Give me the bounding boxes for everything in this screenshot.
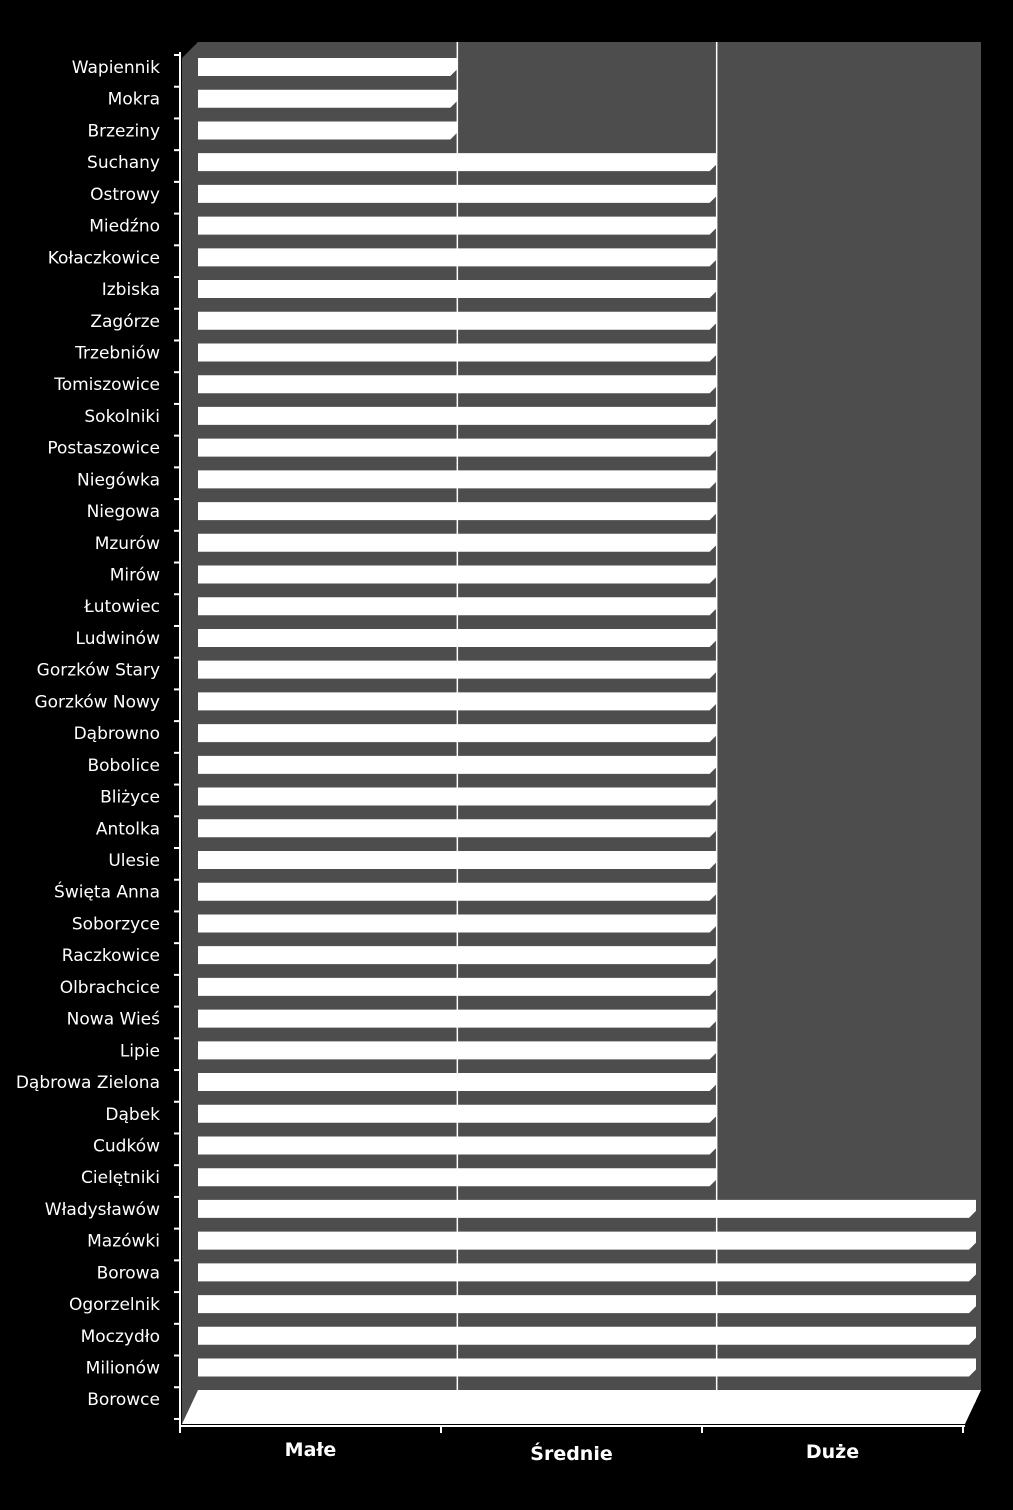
category-label: Antolka xyxy=(95,819,160,840)
bar-13 xyxy=(198,470,717,488)
category-label: Ludwinów xyxy=(75,628,160,649)
category-label: Mirów xyxy=(109,565,160,586)
bar-6 xyxy=(198,248,717,266)
category-labels xyxy=(16,58,160,1410)
category-label: Cudków xyxy=(93,1136,160,1157)
bar-7 xyxy=(198,280,717,298)
bar-23 xyxy=(198,788,717,806)
bar-41 xyxy=(198,1359,976,1377)
category-label: Tomiszowice xyxy=(54,375,160,396)
category-label: Ostrowy xyxy=(90,184,160,205)
bar-21 xyxy=(198,724,717,742)
category-label: Mzurów xyxy=(94,533,160,554)
category-label: Dąbek xyxy=(105,1104,160,1125)
category-label: Niegówka xyxy=(77,470,160,491)
bar-32 xyxy=(198,1073,717,1091)
bar-16 xyxy=(198,566,717,584)
category-label: Ogorzelnik xyxy=(68,1295,160,1316)
category-label: Suchany xyxy=(87,153,160,174)
bar-9 xyxy=(198,343,717,361)
x-ticks xyxy=(180,1426,963,1433)
category-label: Brzeziny xyxy=(87,121,160,142)
bar-0 xyxy=(198,58,457,76)
category-label: Moczydło xyxy=(80,1326,160,1347)
category-label: Wapiennik xyxy=(71,58,160,78)
bar-18 xyxy=(198,629,717,647)
category-label: Dąbrowa Zielona xyxy=(15,1073,160,1094)
category-label: Łutowiec xyxy=(84,597,160,618)
category-label: Sokolniki xyxy=(84,406,160,427)
bar-14 xyxy=(198,502,717,520)
bar-37 xyxy=(198,1232,976,1250)
bar-20 xyxy=(198,692,717,710)
bar-11 xyxy=(198,407,717,425)
bar-29 xyxy=(198,978,717,996)
bar-4 xyxy=(198,185,717,203)
x-category-labels xyxy=(285,1439,859,1465)
x-category-label: Małe xyxy=(284,1439,337,1461)
bar-36 xyxy=(198,1200,976,1218)
category-label: Lipie xyxy=(119,1041,160,1062)
category-label: Kołaczkowice xyxy=(47,248,160,269)
bar-27 xyxy=(198,914,717,932)
bar-39 xyxy=(198,1295,976,1313)
bar-10 xyxy=(198,375,717,393)
bar-31 xyxy=(198,1041,717,1059)
bar-12 xyxy=(198,439,717,457)
category-label: Władysławów xyxy=(44,1199,160,1220)
x-category-label: Średnie xyxy=(530,1443,613,1465)
category-label: Milionów xyxy=(85,1358,160,1379)
category-label: Miedźno xyxy=(89,216,160,237)
bar-28 xyxy=(198,946,717,964)
bar-22 xyxy=(198,756,717,774)
category-label: Borowce xyxy=(87,1390,160,1411)
bar-26 xyxy=(198,883,717,901)
category-label: Niegowa xyxy=(86,502,160,523)
x-category-label: Duże xyxy=(805,1441,860,1463)
category-label: Izbiska xyxy=(101,280,160,301)
bar-15 xyxy=(198,534,717,552)
bar-38 xyxy=(198,1263,976,1281)
category-label: Nowa Wieś xyxy=(66,1009,160,1030)
bar-34 xyxy=(198,1136,717,1154)
bar-5 xyxy=(198,217,717,235)
category-label: Raczkowice xyxy=(61,946,160,967)
category-label: Trzebniów xyxy=(75,343,160,364)
bar-8 xyxy=(198,312,717,330)
category-label: Mazówki xyxy=(87,1231,160,1252)
category-label: Olbrachcice xyxy=(59,977,160,998)
category-label: Zagórze xyxy=(90,311,160,332)
category-label: Dąbrowno xyxy=(73,724,160,745)
category-label: Postaszowice xyxy=(47,438,160,459)
bar-17 xyxy=(198,597,717,615)
bar-40 xyxy=(198,1327,976,1345)
plot-area xyxy=(198,42,981,1390)
plot-area-depth-edge xyxy=(182,42,198,1424)
category-label: Bliżyce xyxy=(100,787,160,808)
category-label: Ulesie xyxy=(108,851,160,871)
category-label: Soborzyce xyxy=(71,914,160,935)
bar-24 xyxy=(198,819,717,837)
category-label: Borowa xyxy=(96,1263,160,1284)
category-label: Mokra xyxy=(107,89,160,110)
category-label: Święta Anna xyxy=(54,882,160,903)
category-label: Gorzków Nowy xyxy=(34,692,160,713)
bar-33 xyxy=(198,1105,717,1123)
category-label: Bobolice xyxy=(87,755,160,776)
category-label: Gorzków Stary xyxy=(36,660,160,681)
bar-3 xyxy=(198,153,717,171)
bar-25 xyxy=(198,851,717,869)
bar-2 xyxy=(198,121,457,139)
bar-35 xyxy=(198,1168,717,1186)
bar-30 xyxy=(198,1010,717,1028)
category-label: Cielętniki xyxy=(81,1168,160,1189)
bar-42 xyxy=(198,1390,976,1408)
bar-1 xyxy=(198,90,457,108)
bar-19 xyxy=(198,661,717,679)
